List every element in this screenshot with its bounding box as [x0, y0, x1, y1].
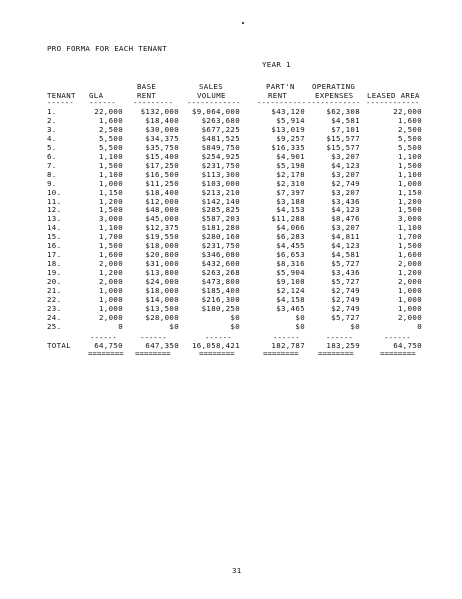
total-rule-expenses: ========	[318, 349, 354, 358]
cell-leased-area: 1,200	[398, 268, 422, 278]
cell-volume: $263,680	[201, 115, 240, 125]
cell-volume: $180,250	[201, 303, 240, 313]
cell-leased-area: 1,700	[398, 232, 422, 242]
table-row	[0, 170, 462, 179]
cell-rent: $18,000	[145, 241, 179, 251]
cell-rent: $31,000	[145, 259, 179, 269]
cell-partn-rent: $4,901	[276, 151, 305, 161]
cell-rent: $18,000	[145, 286, 179, 295]
cell-leased-area: 1,500	[398, 205, 422, 215]
cell-tenant: 16.	[47, 241, 62, 251]
table-row	[0, 179, 462, 188]
cell-partn-rent: $5,904	[276, 268, 305, 278]
header-expenses: EXPENSES	[315, 91, 354, 100]
cell-volume: $103,000	[201, 178, 240, 188]
cell-rent: $12,000	[145, 196, 179, 206]
table-row	[0, 232, 462, 241]
table-row	[0, 188, 462, 197]
cell-partn-rent: $2,310	[276, 178, 305, 188]
cell-expenses: $5,727	[331, 312, 360, 322]
table-row	[0, 241, 462, 250]
cell-gla: 1,000	[99, 178, 123, 188]
cell-expenses: $2,749	[331, 178, 360, 188]
total-leased-area: 64,750	[393, 341, 422, 350]
header-partn-rent: RENT	[268, 91, 288, 100]
cell-leased-area: 1,500	[398, 160, 422, 170]
table-row	[0, 134, 462, 143]
header-tenant: TENANT	[47, 91, 76, 100]
cell-rent: $18,400	[145, 115, 179, 125]
cell-tenant: 5.	[47, 142, 57, 152]
cell-partn-rent: $9,257	[276, 133, 305, 143]
cell-rent: $20,800	[145, 250, 179, 260]
table-row	[0, 295, 462, 304]
total-volume: 16,058,421	[192, 341, 240, 350]
header-operating: OPERATING	[312, 82, 356, 91]
cell-expenses: $4,581	[331, 250, 360, 260]
cell-gla: 1,000	[99, 294, 123, 304]
cell-gla: 2,000	[99, 312, 123, 322]
total-rent: 647,350	[145, 341, 179, 350]
cell-tenant: 23.	[47, 303, 62, 313]
cell-expenses: $2,749	[331, 286, 360, 295]
header-rule-volume: ------------	[187, 98, 241, 107]
cell-leased-area: 1,100	[398, 223, 422, 233]
cell-partn-rent: $0	[295, 312, 305, 322]
table-row	[0, 304, 462, 313]
cell-expenses: $8,476	[331, 214, 360, 224]
cell-leased-area: 2,000	[398, 277, 422, 287]
total-rule-rent: ========	[135, 349, 171, 358]
total-rule-gla: ========	[88, 349, 124, 358]
cell-expenses: $4,811	[331, 232, 360, 242]
cell-gla: 1,500	[99, 205, 123, 215]
cell-partn-rent: $3,465	[276, 303, 305, 313]
cell-tenant: 12.	[47, 205, 62, 215]
cell-leased-area: 1,600	[398, 115, 422, 125]
cell-leased-area: 2,000	[398, 259, 422, 269]
cell-tenant: 9.	[47, 178, 57, 188]
cell-volume: $587,203	[201, 214, 240, 224]
cell-tenant: 15.	[47, 232, 62, 242]
cell-leased-area: 1,100	[398, 151, 422, 161]
cell-partn-rent: $13,019	[271, 124, 305, 134]
header-base: BASE	[137, 82, 157, 91]
cell-gla: 1,100	[99, 151, 123, 161]
cell-leased-area: 2,500	[398, 124, 422, 134]
page-number: 31	[232, 566, 242, 575]
header-rule-rent: ---------	[133, 98, 174, 107]
table-row	[0, 313, 462, 322]
cell-gla: 1,200	[99, 196, 123, 206]
table-row	[0, 152, 462, 161]
table-row	[0, 125, 462, 134]
cell-rent: $14,000	[145, 294, 179, 304]
cell-partn-rent: $9,108	[276, 277, 305, 287]
cell-rent: $11,250	[145, 178, 179, 188]
cell-partn-rent: $43,120	[271, 107, 305, 116]
cell-partn-rent: $11,288	[271, 214, 305, 224]
cell-volume: $216,300	[201, 294, 240, 304]
cell-partn-rent: $4,066	[276, 223, 305, 233]
cell-leased-area: 22,000	[393, 107, 422, 116]
cell-expenses: $3,207	[331, 151, 360, 161]
cell-tenant: 24.	[47, 312, 62, 322]
cell-gla: 0	[118, 321, 123, 331]
cell-rent: $0	[169, 321, 179, 331]
cell-expenses: $5,727	[331, 277, 360, 287]
cell-expenses: $3,207	[331, 187, 360, 197]
cell-rent: $34,375	[145, 133, 179, 143]
cell-rent: $12,375	[145, 223, 179, 233]
cell-rent: $16,500	[145, 169, 179, 179]
table-row	[0, 250, 462, 259]
cell-gla: 1,000	[99, 303, 123, 313]
table-row	[0, 277, 462, 286]
cell-volume: $346,080	[201, 250, 240, 260]
subtotal-rule-rent: ------	[140, 333, 167, 342]
cell-tenant: 7.	[47, 160, 57, 170]
cell-volume: $185,400	[201, 286, 240, 295]
table-row	[0, 161, 462, 170]
cell-partn-rent: $0	[295, 321, 305, 331]
year-label: YEAR 1	[262, 60, 291, 69]
header-rule-partn-rent: -----------	[257, 98, 306, 107]
cell-tenant: 17.	[47, 250, 62, 260]
cell-volume: $0	[230, 321, 240, 331]
cell-expenses: $5,727	[331, 259, 360, 269]
cell-tenant: 8.	[47, 169, 57, 179]
cell-volume: $432,600	[201, 259, 240, 269]
cell-partn-rent: $6,653	[276, 250, 305, 260]
cell-tenant: 25.	[47, 321, 62, 331]
cell-volume: $0	[230, 312, 240, 322]
cell-volume: $849,750	[201, 142, 240, 152]
cell-partn-rent: $8,316	[276, 259, 305, 269]
cell-volume: $677,225	[201, 124, 240, 134]
cell-tenant: 6.	[47, 151, 57, 161]
header-rule-expenses: ------------	[307, 98, 361, 107]
cell-leased-area: 5,500	[398, 142, 422, 152]
cell-gla: 1,150	[99, 187, 123, 197]
cell-leased-area: 0	[417, 321, 422, 331]
cell-expenses: $3,207	[331, 169, 360, 179]
header-rule-tenant: ------	[47, 98, 74, 107]
cell-volume: $263,268	[201, 268, 240, 278]
cell-leased-area: 3,000	[398, 214, 422, 224]
cell-volume: $142,140	[201, 196, 240, 206]
cell-gla: 1,500	[99, 160, 123, 170]
header-partn: PART'N	[266, 82, 295, 91]
table-row	[0, 214, 462, 223]
cell-partn-rent: $6,283	[276, 232, 305, 242]
cell-rent: $132,000	[140, 107, 179, 116]
cell-gla: 1,000	[99, 286, 123, 295]
cell-volume: $473,800	[201, 277, 240, 287]
cell-expenses: $15,577	[326, 133, 360, 143]
cell-rent: $18,400	[145, 187, 179, 197]
header-leased-area: LEASED AREA	[367, 91, 420, 100]
cell-rent: $28,000	[145, 312, 179, 322]
cell-rent: $30,000	[145, 124, 179, 134]
cell-rent: $19,550	[145, 232, 179, 242]
cell-gla: 1,600	[99, 115, 123, 125]
cell-gla: 3,000	[99, 214, 123, 224]
header-rule-leased-area: ------------	[366, 98, 420, 107]
total-partn-rent: 182,787	[271, 341, 305, 350]
cell-gla: 5,500	[99, 133, 123, 143]
cell-tenant: 20.	[47, 277, 62, 287]
table-row	[0, 223, 462, 232]
cell-rent: $15,400	[145, 151, 179, 161]
header-sales: SALES	[199, 82, 223, 91]
total-rule-volume: ========	[199, 349, 235, 358]
cell-expenses: $4,123	[331, 160, 360, 170]
total-expenses: 183,259	[326, 341, 360, 350]
cell-gla: 1,700	[99, 232, 123, 242]
cell-leased-area: 1,000	[398, 286, 422, 295]
cell-rent: $17,250	[145, 160, 179, 170]
cell-gla: 1,200	[99, 268, 123, 278]
header-gla: GLA	[89, 91, 104, 100]
cell-volume: $481,525	[201, 133, 240, 143]
cell-tenant: 1.	[47, 107, 57, 116]
cell-rent: $13,500	[145, 303, 179, 313]
cell-partn-rent: $4,153	[276, 205, 305, 215]
cell-rent: $35,750	[145, 142, 179, 152]
cell-partn-rent: $16,335	[271, 142, 305, 152]
cell-tenant: 18.	[47, 259, 62, 269]
header-volume: VOLUME	[197, 91, 226, 100]
header-rule-gla: ------	[89, 98, 116, 107]
subtotal-rule-expenses: ------	[326, 333, 353, 342]
cell-expenses: $2,749	[331, 303, 360, 313]
cell-rent: $13,800	[145, 268, 179, 278]
cell-tenant: 4.	[47, 133, 57, 143]
cell-expenses: $2,749	[331, 294, 360, 304]
subtotal-rule-gla: ------	[90, 333, 117, 342]
cell-expenses: $7,101	[331, 124, 360, 134]
table-row	[0, 268, 462, 277]
cell-leased-area: 1,000	[398, 303, 422, 313]
cell-partn-rent: $4,455	[276, 241, 305, 251]
cell-leased-area: 1,100	[398, 169, 422, 179]
total-gla: 64,750	[94, 341, 123, 350]
total-rule-leased-area: ========	[380, 349, 416, 358]
cell-tenant: 13.	[47, 214, 62, 224]
speck-mark	[242, 22, 244, 24]
table-row	[0, 259, 462, 268]
cell-partn-rent: $2,178	[276, 169, 305, 179]
cell-volume: $9,064,000	[192, 107, 240, 116]
cell-leased-area: 1,500	[398, 241, 422, 251]
table-row	[0, 197, 462, 206]
cell-volume: $285,825	[201, 205, 240, 215]
cell-volume: $213,210	[201, 187, 240, 197]
subtotal-rule-partn-rent: ------	[273, 333, 300, 342]
table-row	[0, 107, 462, 116]
header-rent: RENT	[137, 91, 157, 100]
total-rule-partn-rent: ========	[263, 349, 299, 358]
cell-tenant: 11.	[47, 196, 62, 206]
cell-expenses: $15,577	[326, 142, 360, 152]
cell-leased-area: 1,150	[398, 187, 422, 197]
cell-partn-rent: $4,158	[276, 294, 305, 304]
cell-tenant: 21.	[47, 286, 62, 295]
cell-expenses: $4,123	[331, 241, 360, 251]
cell-tenant: 3.	[47, 124, 57, 134]
cell-rent: $24,000	[145, 277, 179, 287]
cell-expenses: $3,436	[331, 268, 360, 278]
cell-gla: 22,000	[94, 107, 123, 116]
cell-volume: $280,160	[201, 232, 240, 242]
cell-gla: 1,600	[99, 250, 123, 260]
subtotal-rule-leased-area: ------	[384, 333, 411, 342]
subtotal-rule-volume: ------	[205, 333, 232, 342]
cell-expenses: $4,123	[331, 205, 360, 215]
cell-leased-area: 5,500	[398, 133, 422, 143]
table-row	[0, 143, 462, 152]
cell-expenses: $0	[350, 321, 360, 331]
cell-tenant: 2.	[47, 115, 57, 125]
cell-expenses: $62,308	[326, 107, 360, 116]
total-label: TOTAL	[47, 341, 71, 350]
cell-gla: 1,100	[99, 169, 123, 179]
cell-partn-rent: $2,124	[276, 286, 305, 295]
report-title: PRO FORMA FOR EACH TENANT	[47, 44, 167, 53]
cell-tenant: 22.	[47, 294, 62, 304]
cell-gla: 2,500	[99, 124, 123, 134]
cell-partn-rent: $3,188	[276, 196, 305, 206]
cell-volume: $231,750	[201, 241, 240, 251]
table-row	[0, 116, 462, 125]
cell-partn-rent: $5,914	[276, 115, 305, 125]
cell-gla: 1,100	[99, 223, 123, 233]
cell-volume: $113,300	[201, 169, 240, 179]
cell-expenses: $3,436	[331, 196, 360, 206]
cell-volume: $254,925	[201, 151, 240, 161]
cell-leased-area: 1,200	[398, 196, 422, 206]
cell-rent: $45,000	[145, 214, 179, 224]
cell-tenant: 10.	[47, 187, 62, 197]
cell-tenant: 19.	[47, 268, 62, 278]
table-row	[0, 286, 462, 295]
table-row	[0, 322, 462, 331]
table-row	[0, 205, 462, 214]
cell-partn-rent: $7,397	[276, 187, 305, 197]
cell-leased-area: 1,000	[398, 294, 422, 304]
cell-gla: 2,000	[99, 277, 123, 287]
cell-gla: 2,000	[99, 259, 123, 269]
cell-volume: $231,750	[201, 160, 240, 170]
cell-gla: 1,500	[99, 241, 123, 251]
cell-leased-area: 2,000	[398, 312, 422, 322]
cell-partn-rent: $5,198	[276, 160, 305, 170]
cell-volume: $181,280	[201, 223, 240, 233]
cell-rent: $48,000	[145, 205, 179, 215]
cell-leased-area: 1,600	[398, 250, 422, 260]
cell-expenses: $3,207	[331, 223, 360, 233]
cell-leased-area: 1,000	[398, 178, 422, 188]
cell-expenses: $4,581	[331, 115, 360, 125]
cell-tenant: 14.	[47, 223, 62, 233]
cell-gla: 5,500	[99, 142, 123, 152]
